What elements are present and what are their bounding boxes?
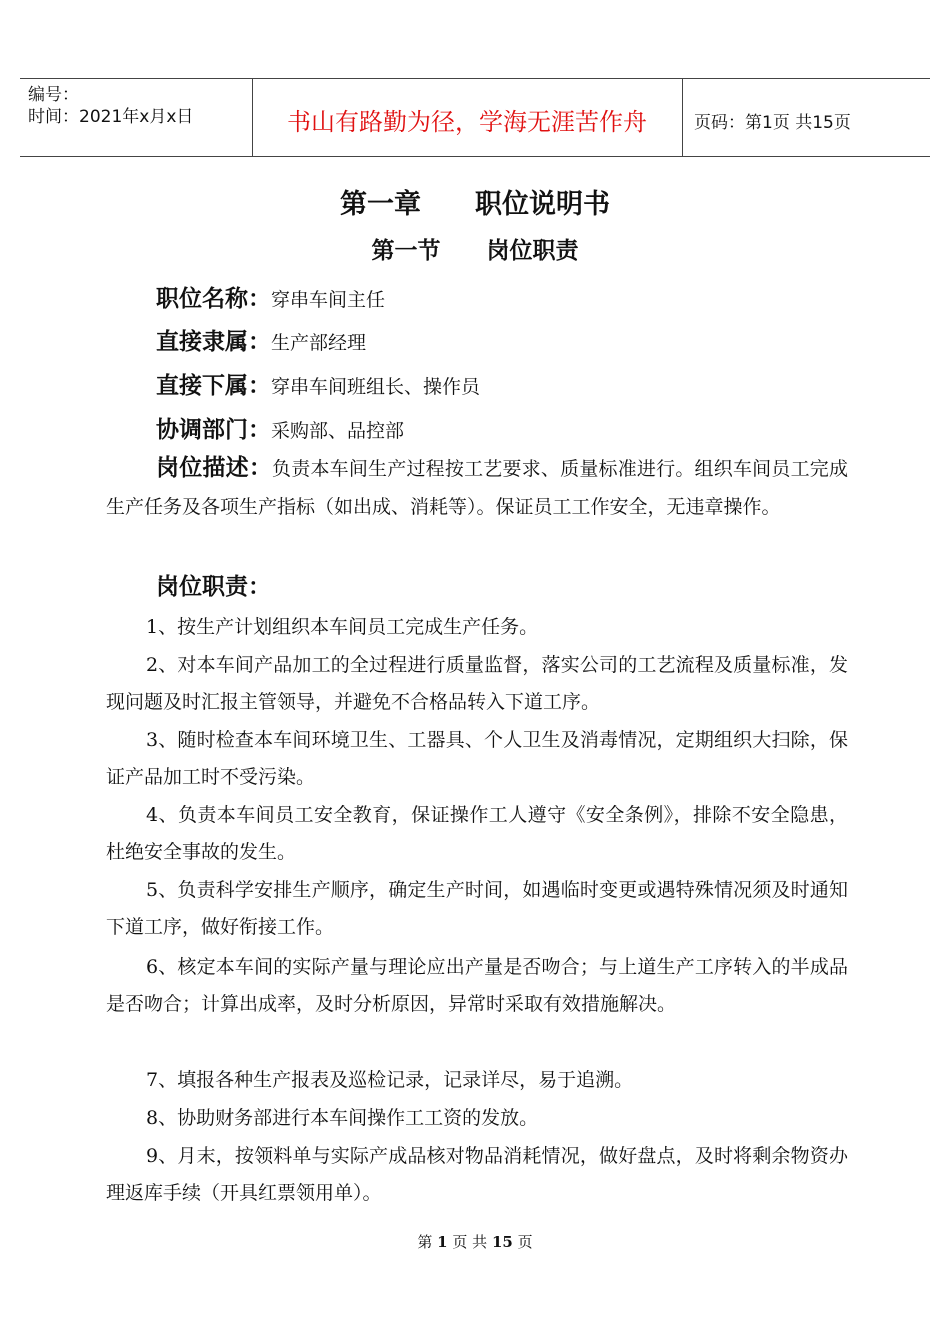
field-label: 直接下属： bbox=[156, 373, 271, 399]
footer-prefix: 第 bbox=[417, 1233, 433, 1251]
footer-page: 1 bbox=[437, 1233, 448, 1251]
field-position-name bbox=[156, 280, 385, 313]
duties-title: 岗位职责： bbox=[156, 574, 271, 600]
section-title: 第一节 岗位职责 bbox=[371, 238, 579, 264]
field-label: 职位名称： bbox=[156, 286, 271, 312]
duty-item: 7、填报各种生产报表及巡检记录，记录详尽，易于追溯。 bbox=[146, 1069, 634, 1091]
page-footer bbox=[0, 1231, 950, 1252]
duty-item: 8、协助财务部进行本车间操作工工资的发放。 bbox=[146, 1107, 539, 1129]
field-direct-superior bbox=[156, 323, 366, 356]
description-text: 负责本车间生产过程按工艺要求、质量标准进行。组织车间员工完成生产任务及各项生产指标（如出成、消耗等）。保证员工工作安全，无违章操作。 bbox=[106, 458, 848, 518]
document-time-label: 时间：2021年x月x日 bbox=[28, 107, 194, 127]
footer-suffix: 页 bbox=[517, 1233, 533, 1251]
field-value: 穿串车间主任 bbox=[271, 289, 386, 311]
duty-item: 3、随时检查本车间环境卫生、工器具、个人卫生及消毒情况，定期组织大扫除，保证产品加工时不受污染。 bbox=[106, 729, 848, 788]
header-divider bbox=[682, 78, 683, 156]
header-top-border bbox=[20, 78, 930, 79]
field-label: 协调部门： bbox=[156, 417, 271, 443]
duty-item: 4、负责本车间员工安全教育，保证操作工人遵守《安全条例》，排除不安全隐患，杜绝安全事故的发生。 bbox=[106, 804, 848, 863]
field-coordination-departments bbox=[156, 411, 404, 444]
description-label: 岗位描述： bbox=[156, 455, 273, 481]
duty-item: 9、月末，按领料单与实际产成品核对物品消耗情况，做好盘点，及时将剩余物资办理返库手续（开具红票领用单）。 bbox=[106, 1145, 848, 1204]
chapter-title: 第一章 职位说明书 bbox=[340, 189, 610, 220]
header-meta bbox=[28, 84, 193, 128]
duty-item: 5、负责科学安排生产顺序，确定生产时间，如遇临时变更或遇特殊情况须及时通知下道工序，做好衔接工作。 bbox=[106, 879, 848, 938]
field-value: 穿串车间班组长、操作员 bbox=[271, 376, 481, 398]
field-value: 生产部经理 bbox=[271, 332, 367, 354]
header-bottom-border bbox=[20, 156, 930, 157]
header-motto: 书山有路勤为径，学海无涯苦作舟 bbox=[287, 108, 647, 136]
position-description bbox=[106, 449, 848, 526]
field-label: 直接隶属： bbox=[156, 329, 271, 355]
footer-mid: 页 共 bbox=[452, 1233, 488, 1251]
duty-item: 1、按生产计划组织本车间员工完成生产任务。 bbox=[146, 616, 539, 638]
footer-total: 15 bbox=[491, 1233, 513, 1251]
header-page-number: 页码：第1页 共15页 bbox=[694, 113, 851, 133]
field-subordinates bbox=[156, 367, 480, 400]
document-number-label: 编号： bbox=[28, 85, 79, 105]
duty-item: 2、对本车间产品加工的全过程进行质量监督，落实公司的工艺流程及质量标准，发现问题及时汇报主管领导，并避免不合格品转入下道工序。 bbox=[106, 654, 848, 713]
duty-item: 6、核定本车间的实际产量与理论应出产量是否吻合；与上道生产工序转入的半成品是否吻合；计算出成率，及时分析原因，异常时采取有效措施解决。 bbox=[106, 956, 848, 1015]
field-value: 采购部、品控部 bbox=[271, 420, 405, 442]
